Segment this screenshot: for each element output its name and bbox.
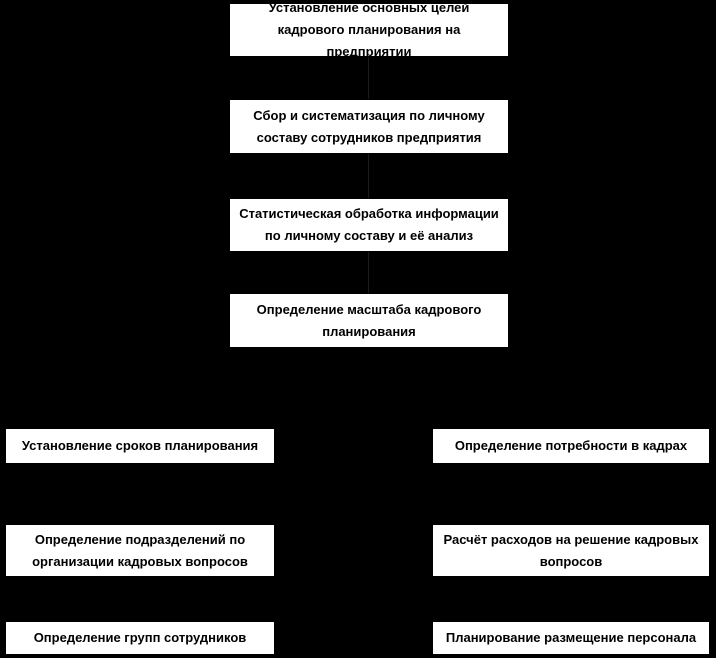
box-label: Определение групп сотрудников	[33, 630, 247, 645]
box-label: Статистическая обработка информации по личному составу и её анализ	[239, 206, 499, 243]
flowchart-box-employee-groups	[5, 621, 275, 655]
flowchart-box-departments	[5, 524, 275, 577]
connector-line	[368, 154, 369, 198]
flowchart-box-main-goals	[229, 0, 509, 59]
box-label: Сбор и систематизация по личному составу сотрудников предприятия	[253, 107, 485, 145]
box-label: Установление основных целей кадрового планирования на предприятии	[268, 0, 470, 59]
connector-line	[368, 252, 369, 293]
box-label: Определение масштаба кадрового планирования	[256, 301, 482, 339]
flowchart-box-data-collection	[229, 99, 509, 154]
flowchart-box-planning-terms	[5, 428, 275, 464]
flowchart-box-planning-scale	[229, 293, 509, 348]
box-label: Определение потребности в кадрах	[454, 438, 688, 453]
box-label: Расчёт расходов на решение кадровых вопросов	[443, 531, 699, 569]
box-label: Определение подразделений по организации кадровых вопросов	[32, 531, 248, 569]
flowchart-box-staff-placement	[432, 621, 710, 655]
flowchart-box-costs-calculation	[432, 524, 710, 577]
flowchart-box-staff-needs	[432, 428, 710, 464]
box-label: Установление сроков планирования	[21, 438, 259, 453]
flowchart-box-statistical-processing	[229, 198, 509, 252]
box-label: Планирование размещение персонала	[445, 630, 697, 645]
connector-line	[368, 57, 369, 99]
